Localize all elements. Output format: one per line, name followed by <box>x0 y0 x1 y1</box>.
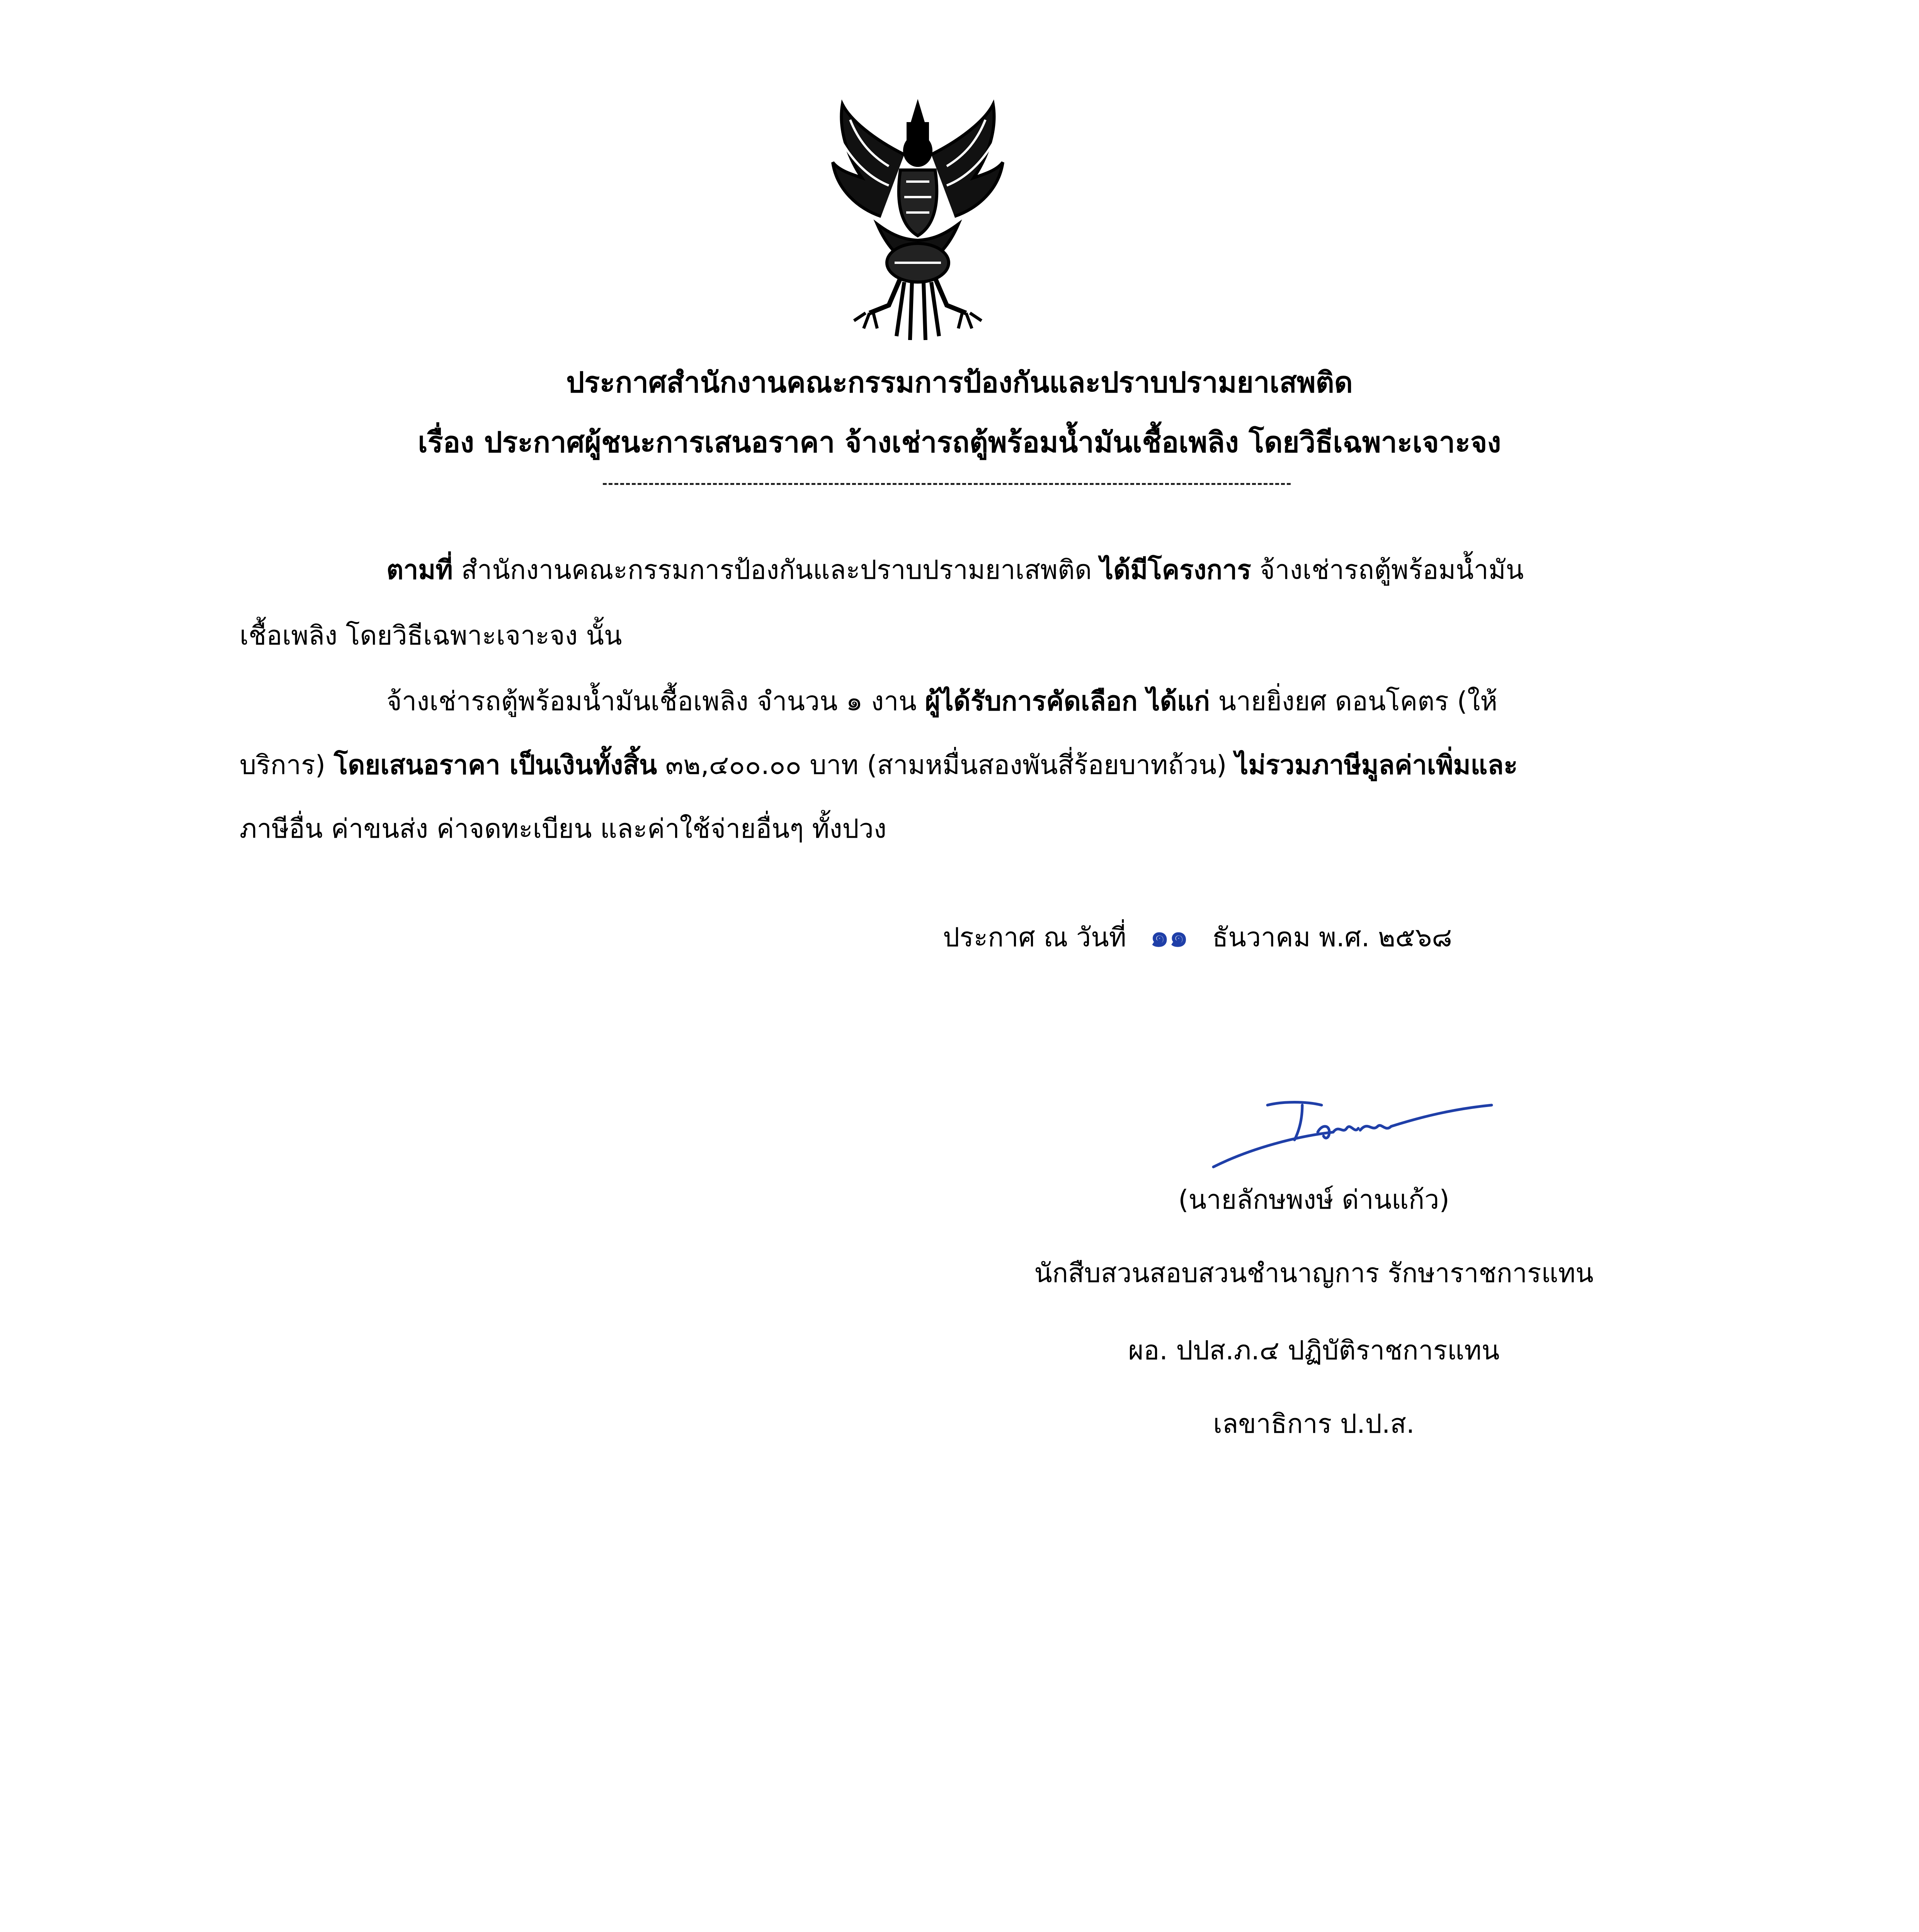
paragraph2-selected-label: ผู้ได้รับการคัดเลือก ได้แก่ <box>925 686 1210 717</box>
document-title: ประกาศสำนักงานคณะกรรมการป้องกันและปราบปรามยาเสพติด <box>566 366 1353 399</box>
paragraph2-line3-text: ภาษีอื่น ค่าขนส่ง ค่าจดทะเบียน และค่าใช้จ่ายอื่นๆ ทั้งปวง <box>240 814 887 844</box>
paragraph2-line2-a: บริการ) <box>240 750 326 781</box>
paragraph2-line1 <box>386 680 1497 722</box>
signatory-position1: นักสืบสวนสอบสวนชำนาญการ รักษาราชการแทน <box>1034 1258 1594 1289</box>
paragraph1-project-start: จ้างเช่ารถตู้พร้อมน้ำมัน <box>1259 555 1524 585</box>
handwritten-signature-icon <box>1206 1090 1499 1182</box>
paragraph2-amount: ๓๒,๔๐๐.๐๐ บาท (สามหมื่นสองพันสี่ร้อยบาทถ้วน) <box>665 750 1227 781</box>
paragraph1-line2 <box>240 614 622 656</box>
paragraph1-project-end: เชื้อเพลิง โดยวิธีเฉพาะเจาะจง นั้น <box>240 621 622 651</box>
paragraph2-offer-label: โดยเสนอราคา เป็นเงินทั้งสิ้น <box>333 750 657 781</box>
date-day: ๑๑ <box>1150 918 1189 954</box>
subject-label: เรื่อง ประกาศผู้ชนะการเสนอราคา <box>418 426 835 459</box>
garuda-emblem-icon <box>827 97 1009 344</box>
subject-text: จ้างเช่ารถตู้พร้อมน้ำมันเชื้อเพลิง โดยวิธีเฉพาะเจาะจง <box>845 426 1501 459</box>
announcement-date <box>943 912 1452 960</box>
paragraph2-line3 <box>240 808 886 849</box>
paragraph2-tax: ไม่รวมภาษีมูลค่าเพิ่มและ <box>1235 750 1518 781</box>
paragraph2-line1-b: นายยิ่งยศ ดอนโคตร (ให้ <box>1218 686 1498 717</box>
paragraph1-line1 <box>386 549 1524 590</box>
paragraph1-project-label: ได้มีโครงการ <box>1100 555 1251 585</box>
paragraph1-lead: ตามที่ <box>386 555 453 585</box>
separator-line <box>603 483 1291 485</box>
date-month-year: ธันวาคม พ.ศ. ๒๕๖๘ <box>1212 922 1452 953</box>
date-prefix: ประกาศ ณ วันที่ <box>943 922 1126 953</box>
paragraph2-line2 <box>240 744 1518 786</box>
paragraph1-agency: สำนักงานคณะกรรมการป้องกันและปราบปรามยาเสพติด <box>461 555 1092 585</box>
document-subject <box>0 419 1919 465</box>
signatory-position2: ผอ. ปปส.ภ.๔ ปฏิบัติราชการแทน <box>1128 1335 1500 1366</box>
paragraph2-line1-a: จ้างเช่ารถตู้พร้อมน้ำมันเชื้อเพลิง จำนวน ๑ งาน <box>386 686 917 717</box>
signatory-position3: เลขาธิการ ป.ป.ส. <box>1213 1409 1415 1439</box>
signatory-name: (นายลักษพงษ์ ด่านแก้ว) <box>1178 1185 1449 1215</box>
